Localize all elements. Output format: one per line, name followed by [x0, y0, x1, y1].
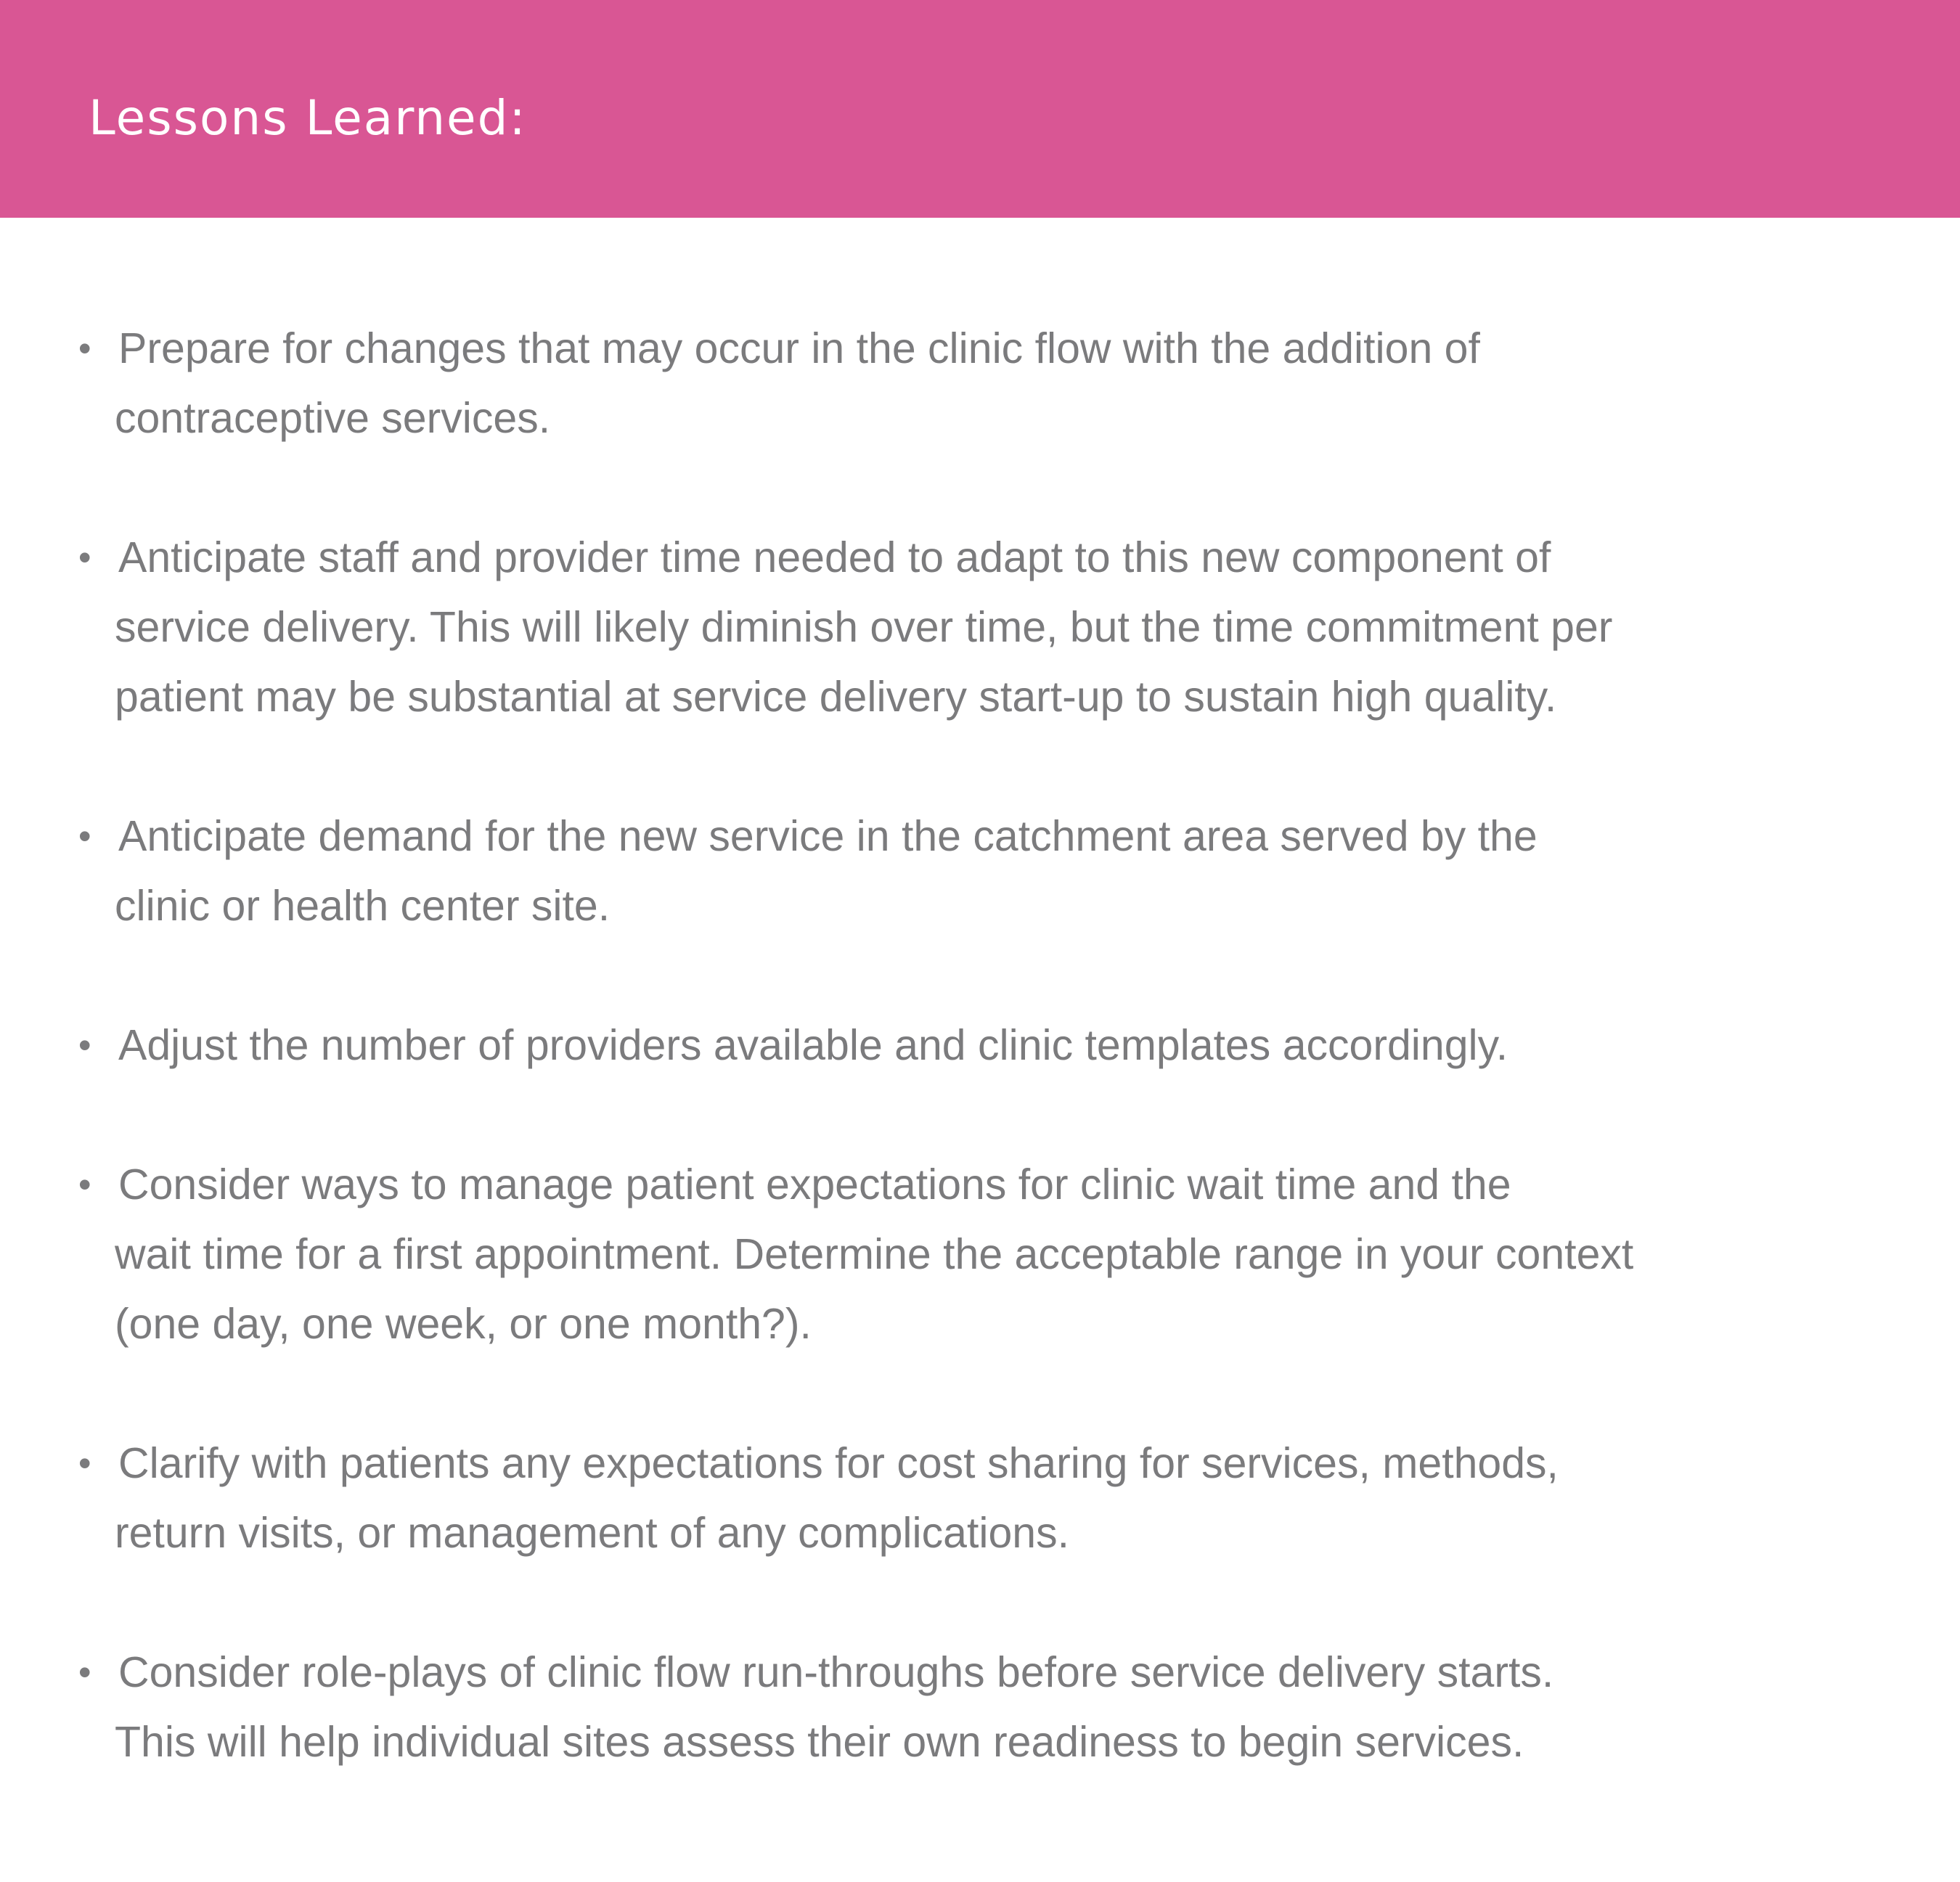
bullet-icon: • [78, 1025, 91, 1065]
bullet-icon: • [78, 1652, 91, 1693]
lesson-line: Anticipate demand for the new service in the catchment area served by the [118, 812, 1538, 860]
lesson-line: (one day, one week, or one month?). [115, 1300, 812, 1348]
bullet-icon: • [78, 537, 91, 578]
lesson-line: Clarify with patients any expectations for cost sharing for services, methods, [118, 1439, 1559, 1487]
lesson-item [78, 1428, 1937, 1568]
lesson-item [78, 314, 1937, 453]
lesson-line: service delivery. This will likely diminish over time, but the time commitment per [115, 603, 1613, 651]
lesson-line: Consider ways to manage patient expectations for clinic wait time and the [118, 1161, 1511, 1208]
lesson-line: wait time for a first appointment. Determine the acceptable range in your context [115, 1230, 1634, 1278]
lesson-item [78, 801, 1937, 941]
lesson-line: clinic or health center site. [115, 882, 611, 930]
bullet-icon: • [78, 1164, 91, 1205]
bullet-icon: • [78, 328, 91, 369]
bullet-icon: • [78, 1443, 91, 1484]
lesson-line: return visits, or management of any complications. [115, 1509, 1069, 1557]
lesson-line: patient may be substantial at service delivery start-up to sustain high quality. [115, 673, 1557, 721]
lesson-line: This will help individual sites assess their own readiness to begin services. [115, 1718, 1524, 1766]
lesson-line: contraceptive services. [115, 394, 551, 442]
lesson-line: Adjust the number of providers available and clinic templates accordingly. [118, 1021, 1508, 1069]
lesson-line: Anticipate staff and provider time needed to adapt to this new component of [118, 533, 1551, 581]
lesson-line: Prepare for changes that may occur in the clinic flow with the addition of [118, 324, 1480, 372]
lesson-item [78, 1010, 1937, 1080]
bullet-icon: • [78, 816, 91, 856]
page-title: Lessons Learned: [89, 90, 527, 146]
lesson-item [78, 1637, 1937, 1777]
lesson-line: Consider role-plays of clinic flow run-throughs before service delivery starts. [118, 1648, 1554, 1696]
lesson-item [78, 523, 1937, 732]
lesson-item [78, 1150, 1937, 1359]
header-band [0, 0, 1960, 218]
